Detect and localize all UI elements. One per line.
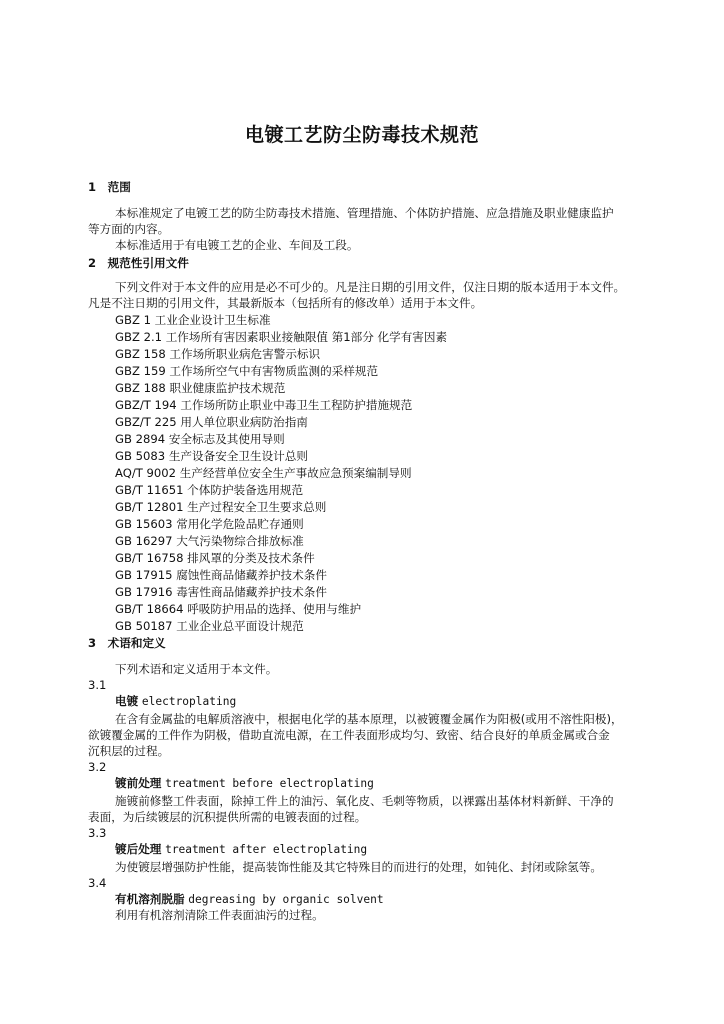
reference-item: GBZ/T 194 工作场所防止职业中毒卫生工程防护措施规范: [115, 398, 413, 412]
reference-item: GB/T 16758 排风罩的分类及技术条件: [115, 551, 315, 565]
section-1-paragraph-2: 本标准适用于有电镀工艺的企业、车间及工段。: [115, 238, 359, 252]
reference-item: GB/T 12801 生产过程安全卫生要求总则: [115, 500, 327, 514]
section-2-intro-line-2: 凡是不注日期的引用文件，其最新版本（包括所有的修改单）适用于本文件。: [88, 296, 483, 310]
term-chinese: 镀后处理: [115, 842, 162, 856]
term-definition-line: 沉积层的过程。: [88, 744, 170, 758]
term-heading: [115, 842, 367, 857]
section-3-intro: 下列术语和定义适用于本文件。: [115, 662, 278, 676]
term-chinese: 有机溶剂脱脂: [115, 892, 185, 906]
reference-item: GB/T 18664 呼吸防护用品的选择、使用与维护: [115, 602, 362, 616]
term-chinese: 镀前处理: [115, 776, 162, 790]
section-1-heading: 1 范围: [88, 180, 131, 194]
term-definition-line: 利用有机溶剂清除工件表面油污的过程。: [115, 908, 324, 922]
reference-item: GBZ 188 职业健康监护技术规范: [115, 381, 286, 395]
reference-item: GBZ 159 工作场所空气中有害物质监测的采样规范: [115, 364, 379, 378]
reference-item: GBZ 158 工作场所职业病危害警示标识: [115, 347, 321, 361]
reference-item: GB/T 11651 个体防护装备选用规范: [115, 483, 304, 497]
reference-item: GB 5083 生产设备安全卫生设计总则: [115, 449, 308, 463]
term-chinese: 电镀: [115, 694, 139, 708]
reference-item: GB 17915 腐蚀性商品储藏养护技术条件: [115, 568, 327, 582]
term-definition-line: 为使镀层增强防护性能，提高装饰性能及其它特殊目的而进行的处理，如钝化、封闭或除氢等。: [115, 860, 602, 874]
reference-item: GB 17916 毒害性商品储藏养护技术条件: [115, 585, 327, 599]
reference-item: GBZ 1 工业企业设计卫生标准: [115, 313, 271, 327]
term-definition-line: 欲镀覆金属的工件作为阴极，借助直流电源，在工件表面形成均匀、致密、结合良好的单质金属或合金: [88, 728, 610, 742]
term-heading: [115, 892, 384, 907]
term-heading: [115, 776, 374, 791]
section-3-heading: 3 术语和定义: [88, 636, 166, 650]
reference-item: GB 15603 常用化学危险品贮存通则: [115, 517, 304, 531]
term-definition-line: 施镀前修整工件表面，除掉工件上的油污、氧化皮、毛刺等物质，以裸露出基体材料新鲜、干净的: [115, 794, 614, 808]
term-definition-line: 表面，为后续镀层的沉积提供所需的电镀表面的过程。: [88, 810, 367, 824]
reference-item: GB 50187 工业企业总平面设计规范: [115, 619, 304, 633]
section-1-paragraph-1-line-1: 本标准规定了电镀工艺的防尘防毒技术措施、管理措施、个体防护措施、应急措施及职业健康监护: [115, 206, 614, 220]
term-english: treatment after electroplating: [165, 843, 368, 856]
term-heading: [115, 694, 236, 709]
section-2-heading: 2 规范性引用文件: [88, 256, 189, 270]
term-english: treatment before electroplating: [165, 777, 374, 790]
reference-item: GBZ/T 225 用人单位职业病防治指南: [115, 415, 308, 429]
section-2-intro-line-1: 下列文件对于本文件的应用是必不可少的。凡是注日期的引用文件，仅注日期的版本适用于本文件。: [115, 280, 626, 294]
term-definition-line: 在含有金属盐的电解质溶液中，根据电化学的基本原理，以被镀覆金属作为阳极(或用不溶性阳极)，: [115, 712, 623, 726]
term-english: degreasing by organic solvent: [188, 893, 384, 906]
reference-item: GB 2894 安全标志及其使用导则: [115, 432, 285, 446]
term-english: electroplating: [141, 695, 237, 708]
document-title: 电镀工艺防尘防毒技术规范: [244, 124, 479, 146]
reference-item: GBZ 2.1 工作场所有害因素职业接触限值 第1部分 化学有害因素: [115, 330, 448, 344]
term-number: 3.1: [88, 678, 107, 692]
section-1-paragraph-1-line-2: 等方面的内容。: [88, 222, 170, 236]
reference-item: AQ/T 9002 生产经营单位安全生产事故应急预案编制导则: [115, 466, 412, 480]
reference-item: GB 16297 大气污染物综合排放标准: [115, 534, 304, 548]
term-number: 3.2: [88, 760, 107, 774]
term-number: 3.4: [88, 876, 107, 890]
term-number: 3.3: [88, 826, 107, 840]
